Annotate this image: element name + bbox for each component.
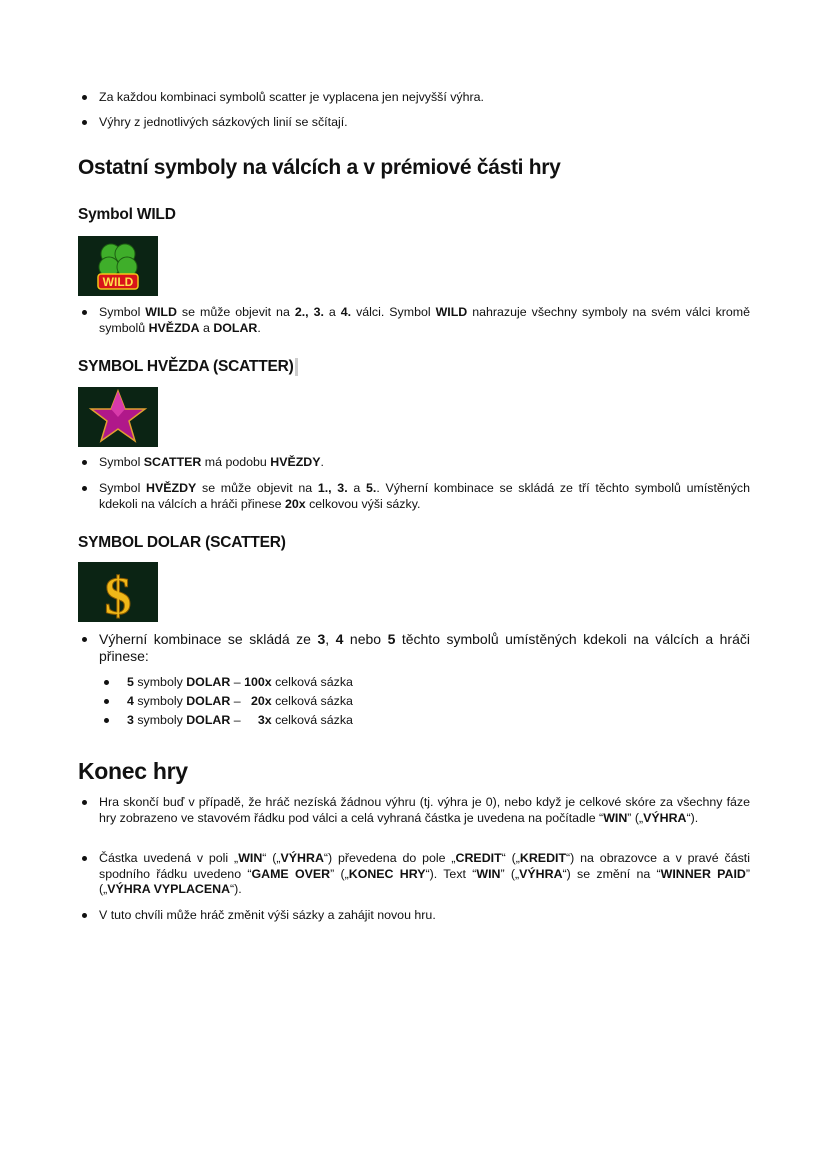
bold-text: 20x [284, 496, 306, 511]
text-run: nahrazuje všechny symboly na svém válci kromě symbolů [99, 305, 750, 335]
list-item [104, 675, 504, 691]
text-run: ” („ [99, 866, 750, 897]
text-run: – [230, 694, 251, 708]
list-item [104, 713, 504, 729]
section-heading: Ostatní symboly na válcích a v prémiové části hry [78, 156, 561, 179]
bold-text: 5 [387, 631, 396, 647]
bullet-icon [82, 913, 87, 918]
bullet-icon [82, 460, 87, 465]
list-item [82, 455, 750, 471]
list-item [82, 481, 750, 512]
bold-text: 2., 3. [294, 305, 324, 319]
bold-text: WILD [145, 305, 177, 319]
list-item-text [127, 675, 353, 689]
bullet-icon [82, 856, 87, 861]
bold-text: HVĚZDA [148, 320, 200, 335]
text-run: Výherní kombinace se skládá ze [99, 631, 318, 647]
text-run: celková sázka [271, 713, 353, 727]
bold-text: 3 [127, 713, 134, 727]
list-item [82, 305, 750, 336]
bold-text: WINNER PAID [660, 866, 746, 881]
star-symbol-image [78, 387, 158, 447]
list-item [82, 90, 750, 106]
bullet-icon [104, 699, 109, 704]
list-item-text [99, 631, 750, 664]
bold-text: KREDIT [519, 851, 567, 865]
text-run: “) se změní na “ [562, 866, 661, 881]
bold-text: 4 [335, 631, 344, 647]
wild-heading: Symbol WILD [78, 206, 176, 223]
bold-text: GAME OVER [251, 866, 331, 881]
bold-text: DOLAR [213, 320, 258, 335]
text-run: , [325, 631, 336, 647]
bold-text: HVĚZDY [146, 481, 197, 495]
bullet-icon [82, 310, 87, 315]
text-run: Symbol [99, 455, 144, 469]
bold-text: DOLAR [186, 713, 231, 727]
list-item-text [99, 481, 750, 511]
text-run: celková sázka [271, 694, 353, 708]
bullet-icon [82, 637, 87, 642]
text-run: symboly [133, 675, 187, 689]
bold-text: CREDIT [455, 851, 502, 865]
bold-text: VÝHRA [643, 810, 687, 825]
text-run: a [323, 305, 341, 319]
list-item-text [127, 694, 353, 708]
text-run: ” („ [500, 866, 520, 881]
bold-text: 5. [365, 481, 377, 495]
bold-text: VÝHRA [280, 851, 324, 865]
bullet-icon [104, 718, 109, 723]
list-item [104, 694, 504, 710]
bold-text: VÝHRA VYPLACENA [107, 882, 231, 897]
list-item-text [99, 115, 348, 129]
bullet-icon [82, 486, 87, 491]
text-run: Výhry z jednotlivých sázkových linií se sčítají. [99, 115, 348, 129]
text-cursor [295, 358, 298, 376]
bold-text: 100x [244, 675, 272, 689]
text-run: Hra skončí buď v případě, že hráč nezíská žádnou výhru (tj. výhra je 0), nebo když je celkové skóre za všechny fáze hry zobrazeno ve stavovém řádku pod válci a celá vyhraná částka je uvedena na počítadle “ [99, 795, 750, 825]
bold-text: VÝHRA [519, 866, 563, 881]
text-run: – [230, 713, 258, 727]
text-run: celkovou výši sázky. [305, 496, 421, 511]
bold-text: WIN [476, 866, 501, 881]
text-run: . Výherní kombinace se skládá ze tří těchto symbolů umístěných kdekoli na válcích a hráči přinese [99, 481, 750, 511]
text-run: symboly [133, 694, 187, 708]
list-item [82, 115, 750, 131]
text-run: a [199, 320, 214, 335]
dolar-symbol-image [78, 562, 158, 622]
bullet-icon [104, 680, 109, 685]
bold-text: 4 [127, 694, 134, 708]
text-run: se může objevit na [196, 481, 318, 495]
list-item [82, 908, 750, 924]
list-item-text [99, 851, 750, 896]
list-item-text [99, 305, 750, 335]
text-run: Symbol [99, 305, 146, 319]
text-run: “) převedena do pole „ [323, 851, 456, 865]
bold-text: WIN [238, 851, 263, 865]
text-run: má podobu [201, 455, 271, 469]
list-item-text [99, 908, 436, 922]
text-run: Symbol [99, 481, 147, 495]
text-run: nebo [343, 631, 388, 647]
list-item [82, 795, 750, 826]
star-heading: SYMBOL HVĚZDA (SCATTER) [78, 358, 298, 376]
text-run: “). Text “ [425, 866, 477, 881]
end-heading: Konec hry [78, 758, 188, 784]
text-run: se může objevit na [176, 305, 295, 319]
text-run: Částka uvedená v poli „ [99, 851, 239, 865]
text-run: celková sázka [271, 675, 353, 689]
text-run: – [230, 675, 245, 689]
bold-text: KONEC HRY [348, 866, 426, 881]
text-run: těchto symbolů umístěných kdekoli na válcích a hráči přinese: [99, 631, 750, 664]
bold-text: DOLAR [186, 675, 231, 689]
bold-text: 3 [317, 631, 326, 647]
bullet-icon [82, 95, 87, 100]
bold-text: SCATTER [143, 455, 202, 469]
bold-text: 3x [257, 713, 272, 727]
bold-text: WILD [435, 305, 468, 319]
text-run: a [347, 481, 366, 495]
bullet-icon [82, 120, 87, 125]
wild-symbol-image [78, 236, 158, 296]
list-item-text [99, 90, 484, 104]
bold-text: 4. [340, 305, 352, 319]
list-item [82, 851, 750, 898]
text-run: . [257, 320, 261, 335]
list-item-text [99, 795, 750, 825]
list-item-text [99, 455, 324, 469]
list-item-text [127, 713, 353, 727]
bold-text: 20x [250, 694, 272, 708]
bold-text: HVĚZDY [270, 455, 321, 469]
text-run: ” („ [330, 866, 349, 881]
bold-text: 1., 3. [317, 481, 348, 495]
text-run: “ („ [501, 851, 520, 865]
text-run: V tuto chvíli může hráč změnit výši sázky a zahájit novou hru. [99, 908, 436, 922]
dolar-heading: SYMBOL DOLAR (SCATTER) [78, 534, 286, 551]
svg-text:WILD: WILD [102, 275, 134, 289]
list-item [82, 631, 750, 665]
bold-text: DOLAR [186, 694, 231, 708]
text-run: válci. Symbol [351, 305, 436, 319]
text-run: “). [686, 810, 699, 825]
bold-text: 5 [127, 675, 134, 689]
text-run: “ („ [262, 851, 281, 865]
text-run: symboly [133, 713, 187, 727]
text-run: “). [230, 882, 242, 897]
bullet-icon [82, 800, 87, 805]
text-run: . [320, 455, 324, 469]
bold-text: WIN [603, 810, 628, 825]
svg-text:$: $ [104, 566, 132, 622]
text-run: ” („ [627, 810, 644, 825]
text-run: Za každou kombinaci symbolů scatter je vyplacena jen nejvyšší výhra. [99, 90, 484, 104]
text-run: “) na obrazovce a v pravé části spodního řádku uvedeno “ [99, 851, 750, 881]
